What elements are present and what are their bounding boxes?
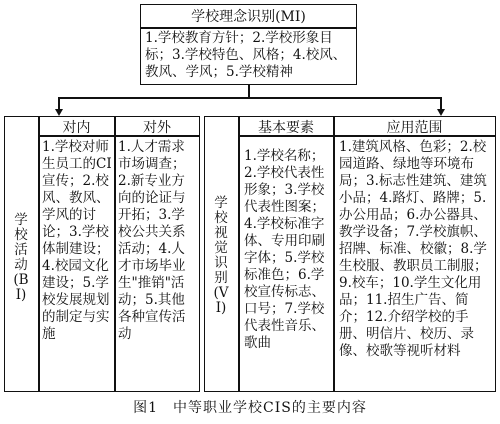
bi-label: 学校活动(BI): [13, 212, 29, 303]
bi-col2-content: 1.人才需求市场调查；2.新专业方向的论证与开拓；3.学校公共关系活动；4.人才市场毕业生"推销"活动；5.其他各种宣传活动: [118, 139, 186, 342]
mi-content: 1.学校教育方针；2.学校形象目标；3.学校特色、风格；4.校风、教风、学风；5.学校精神: [145, 30, 347, 80]
mi-title: 学校理念识别(MI): [191, 9, 306, 25]
arrow-right-icon: [437, 109, 445, 116]
bi-col1-content: 1.学校对师生员工的CI宣传；2.校风、教风、学风的讨论；3.学校体制建设；4.校园文化建设；5.学校发展规划的制定与实施: [42, 139, 112, 342]
vi-label-divider: [238, 116, 240, 392]
vi-label: 学校视觉识别(VI): [213, 195, 229, 316]
figure-caption: 图1 中等职业学校CIS的主要内容: [133, 400, 367, 416]
vi-col1-content: 1.学校名称；2.学校代表性形象；3.学校代表性图案；4.学校标准字体、专用印刷字体；5.学校标准色；6.学校宣传标志、口号；7.学校代表性音乐、歌曲: [244, 148, 325, 351]
vi-col2-content: 1.建筑风格、色彩；2.校园道路、绿地等环境布局；3.标志性建筑、建筑小品；4.路灯、路牌；5.办公用品；6.办公器具、教学设备；7.学校旗帜、招牌、标准、校徽；8.学生校服、教职员工制服；9.校车；10.学生文化用品；11.招生广告、简介；12.介绍学校的手册、明信片、校历、录像、校歌等视听材料: [339, 139, 488, 359]
bi-label-divider: [38, 116, 40, 392]
bi-col2-header: 对外: [143, 120, 171, 136]
mi-title-divider: [140, 27, 357, 29]
connector-horizontal: [58, 97, 441, 99]
vi-col2-header: 应用范围: [386, 120, 443, 136]
arrow-left-icon: [55, 109, 63, 116]
bi-col1-header: 对内: [62, 120, 91, 136]
bi-column-divider: [114, 116, 116, 392]
vi-column-divider: [333, 116, 335, 392]
vi-col1-header: 基本要素: [258, 120, 314, 136]
